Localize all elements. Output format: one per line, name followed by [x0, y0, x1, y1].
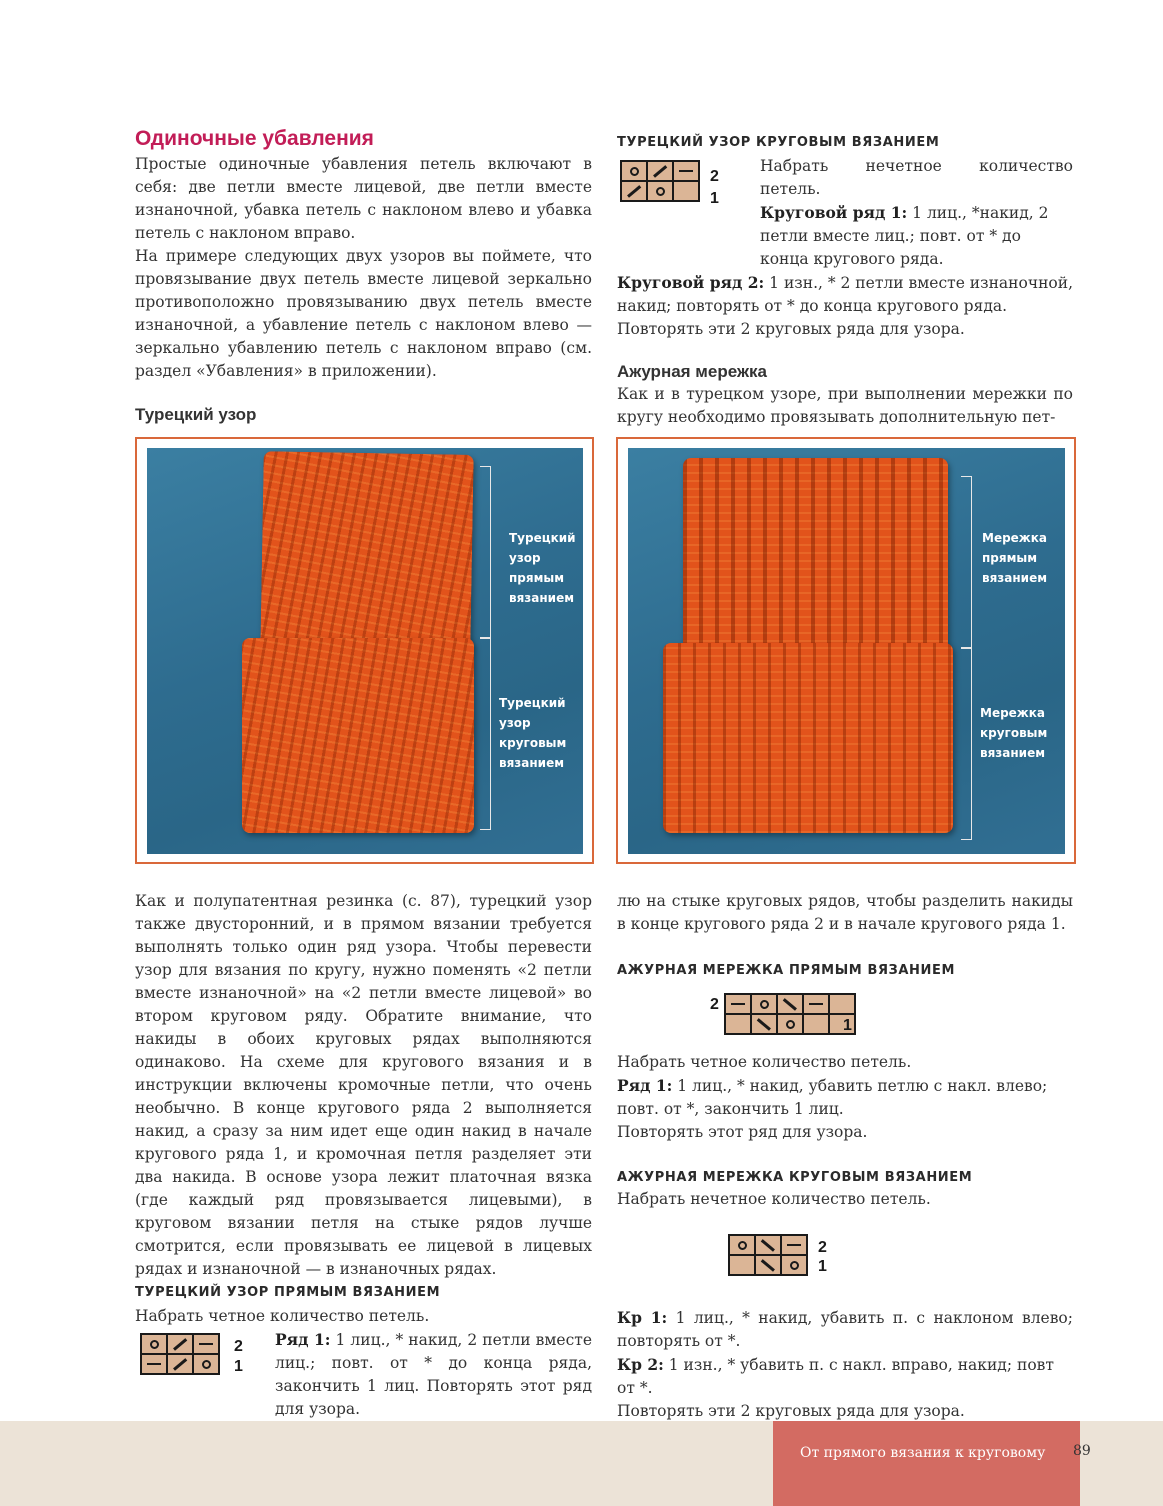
purl-symbol [731, 1003, 745, 1006]
openwork-intro: Как и в турецком узоре, при выполнении мережки по кругу необходимо провязывать дополнительную пет- [617, 385, 1073, 426]
turkish-flat-row [275, 1328, 592, 1421]
photo-label-top [982, 528, 1047, 588]
chart-cell [756, 1236, 780, 1254]
yarn-over-symbol [202, 1360, 211, 1369]
round-2-instruction [617, 1353, 1073, 1400]
ssk-symbol [761, 1259, 775, 1271]
openwork-continuation: лю на стыке круговых рядов, чтобы разделить накиды в конце кругового ряда 2 и в начале кругового ряда 1. [617, 892, 1073, 933]
footer-section-tab [773, 1421, 1080, 1506]
chart-cell [804, 995, 828, 1013]
openwork-round-instructions [617, 1306, 1073, 1423]
label-line: Турецкий [509, 531, 576, 545]
yarn-swatch [663, 643, 953, 833]
label-line: Мережка [982, 531, 1047, 545]
photo-label-bottom [499, 693, 566, 773]
purl-symbol [147, 1363, 161, 1366]
turkish-flat-chart [140, 1333, 243, 1375]
round-1-instruction [617, 1306, 1073, 1353]
right-bottom-continuation [617, 890, 1073, 936]
label-line: Мережка [980, 706, 1045, 720]
turkish-flat-cast-on: Набрать четное количество петель. [135, 1307, 430, 1325]
ssk-symbol [757, 1018, 771, 1030]
chart-cell [782, 1256, 806, 1274]
openwork-round-heading: АЖУРНАЯ МЕРЕЖКА КРУГОВЫМ ВЯЗАНИЕМ [617, 1170, 973, 1185]
row-1-label: Ряд 1: [275, 1330, 331, 1349]
turkish-explanation: Как и полупатентная резинка (с. 87), турецкий узор также двусторонний, и в прямом вязании требуется выполнять только один ряд узора. Чтобы перевести узор для вязания по кругу, нужно поменять «2 петли вместе изнаночной» на «2 петли вместе лицевой» во втором круговом ряду. Обратите внимание, что накиды в обоих круговых рядах выполняются одинаково. На схеме для кругового вязания и в инструкции включены кромочные петли, что очень необычно. В конце кругового ряда 2 выполняется накид, а сразу за ним идет еще один накид в начале кругового ряда 1, и кромочная петля разделяет эти два накида. В основе узора лежит платочная вязка (где каждый ряд провязывается лицевыми), в круговом вязании петля на стыке рядов лучше смотрится, если провязывать ее лицевой в лицевых рядах и изнаночной — в изнаночных рядах. [135, 892, 592, 1278]
yarn-swatch [683, 458, 948, 658]
label-line: вязанием [509, 591, 575, 605]
intro-paragraph-2: На примере следующих двух узоров вы поймете, что провязывание двух петель вместе лицевой зеркально противоположно провязыванию двух петель вместе изнаночной, а убавление петель с наклоном влево — зеркально убавлению петель с наклоном вправо (см. раздел «Убавления» в приложении). [135, 247, 592, 380]
photo-frame-left [135, 437, 594, 864]
yarn-over-symbol [760, 1000, 769, 1009]
photo-label-bottom [980, 703, 1047, 763]
chart-cell [142, 1355, 166, 1373]
bracket-line [961, 476, 972, 648]
kr-2-text: 1 изн., * убавить п. с накл. вправо, накид; повт от *. [617, 1356, 1054, 1397]
row-number-1: 1 [843, 1017, 852, 1034]
kr-1-text: 1 лиц., * накид, убавить п. с наклоном влево; повторять от *. [617, 1309, 1073, 1350]
chart-cell [778, 995, 802, 1013]
chart-cell [142, 1335, 166, 1353]
left-bottom-column [135, 890, 592, 1281]
chart-cell [726, 1015, 750, 1033]
yarn-over-symbol [738, 1241, 747, 1250]
turkish-pattern-subhead: Турецкий узор [135, 405, 257, 424]
row-number-1: 1 [818, 1258, 827, 1275]
row-number-1: 1 [234, 1358, 243, 1375]
knit-photo-turkish [147, 448, 583, 854]
chart-cell [168, 1355, 192, 1373]
round-1-text: 1 лиц., *накид, 2 петли вместе лиц.; повт. от * до конца кругового ряда. [760, 204, 1049, 268]
chart-cell [782, 1236, 806, 1254]
cast-on-even-line: Набрать четное количество петель. [617, 1053, 912, 1071]
openwork-row-1 [617, 1074, 1073, 1121]
purl-symbol [199, 1343, 213, 1346]
turkish-round-heading: ТУРЕЦКИЙ УЗОР КРУГОВЫМ ВЯЗАНИЕМ [617, 135, 940, 150]
bracket-line [961, 648, 972, 840]
label-line: круговым [980, 726, 1048, 740]
repeat-rounds-line: Повторять эти 2 круговых ряда для узора. [617, 1402, 965, 1420]
openwork-round-chart [728, 1234, 827, 1276]
row-number-2: 2 [234, 1338, 243, 1355]
row-number-1: 1 [710, 190, 719, 207]
bracket-line [480, 466, 491, 638]
section-title: Одиночные убавления [135, 127, 374, 150]
row-1-text: 1 лиц., * накид, убавить петлю с накл. влево; повт. от *, закончить 1 лиц. [617, 1077, 1048, 1118]
chart-cell [168, 1335, 192, 1353]
chart-cell [726, 995, 750, 1013]
round-1-label: Круговой ряд 1: [760, 203, 908, 222]
round-1-instruction [617, 201, 1073, 271]
photo-frame-right [616, 437, 1076, 864]
openwork-round-cast-on: Набрать нечетное количество петель. [617, 1190, 931, 1208]
label-line: вязанием [980, 746, 1046, 760]
bracket-line [480, 638, 491, 830]
kr-1-label: Кр 1: [617, 1308, 668, 1327]
round-2-label: Круговой ряд 2: [617, 273, 765, 292]
chart-cell [730, 1256, 754, 1274]
ssk-symbol [761, 1239, 775, 1251]
label-line: прямым [982, 551, 1038, 565]
label-line: вязанием [982, 571, 1048, 585]
photo-label-top [509, 528, 576, 608]
openwork-flat-instructions [617, 1051, 1073, 1144]
footer-section-title: От прямого вязания к круговому [800, 1445, 1046, 1461]
knit-photo-openwork [628, 448, 1065, 854]
k2tog-symbol [173, 1358, 187, 1370]
chart-cell [830, 995, 854, 1013]
cast-on-odd-line: Набрать нечетное количество петель. [760, 157, 1073, 198]
chart-cell [778, 1015, 802, 1033]
yarn-over-symbol [786, 1020, 795, 1029]
page-number: 89 [1073, 1443, 1091, 1459]
row-number-2: 2 [710, 996, 719, 1013]
openwork-subhead: Ажурная мережка [617, 362, 767, 381]
row-1-label: Ряд 1: [617, 1076, 673, 1095]
repeat-instruction: Повторять эти 2 круговых ряда для узора. [617, 320, 965, 338]
openwork-flat-chart [708, 993, 856, 1035]
row-number-2: 2 [818, 1239, 827, 1256]
label-line: вязанием [499, 756, 565, 770]
yarn-swatch [242, 638, 474, 833]
k2tog-symbol [173, 1338, 187, 1350]
chart-cell [752, 1015, 776, 1033]
left-top-column [135, 127, 592, 425]
row-1-instruction [275, 1328, 592, 1421]
purl-symbol [809, 1003, 823, 1006]
label-line: прямым [509, 571, 565, 585]
yarn-over-symbol [150, 1340, 159, 1349]
turkish-round-instructions [617, 155, 1073, 429]
chart-cell [194, 1335, 218, 1353]
label-line: круговым [499, 736, 567, 750]
purl-symbol [787, 1244, 801, 1247]
ssk-symbol [783, 998, 797, 1010]
intro-text [135, 153, 592, 383]
label-line: узор [499, 716, 531, 730]
chart-cell [194, 1355, 218, 1373]
row-1-text: 1 лиц., * накид, 2 петли вместе лиц.; повт. от * до конца ряда, закончить 1 лиц. Повторять этот ряд для узора. [275, 1331, 592, 1418]
chart-cell [730, 1236, 754, 1254]
round-2-instruction [617, 271, 1073, 318]
kr-2-label: Кр 2: [617, 1355, 664, 1374]
openwork-flat-heading: АЖУРНАЯ МЕРЕЖКА ПРЯМЫМ ВЯЗАНИЕМ [617, 963, 956, 978]
yarn-over-symbol [790, 1261, 799, 1270]
chart-cell [752, 995, 776, 1013]
label-line: узор [509, 551, 541, 565]
chart-cell [756, 1256, 780, 1274]
row-number-2: 2 [710, 168, 719, 185]
yarn-swatch [260, 451, 473, 655]
chart-cell [804, 1015, 828, 1033]
turkish-flat-heading: ТУРЕЦКИЙ УЗОР ПРЯМЫМ ВЯЗАНИЕМ [135, 1285, 441, 1300]
repeat-row-line: Повторять этот ряд для узора. [617, 1123, 868, 1141]
label-line: Турецкий [499, 696, 566, 710]
intro-paragraph-1: Простые одиночные убавления петель включают в себя: две петли вместе лицевой, две петли вместе изнаночной, убавка петель с наклоном влево и убавка петель с наклоном вправо. [135, 155, 592, 242]
round-2-text: 1 изн., * 2 петли вместе изнаночной, накид; повторять от * до конца кругового ряда. [617, 274, 1073, 315]
